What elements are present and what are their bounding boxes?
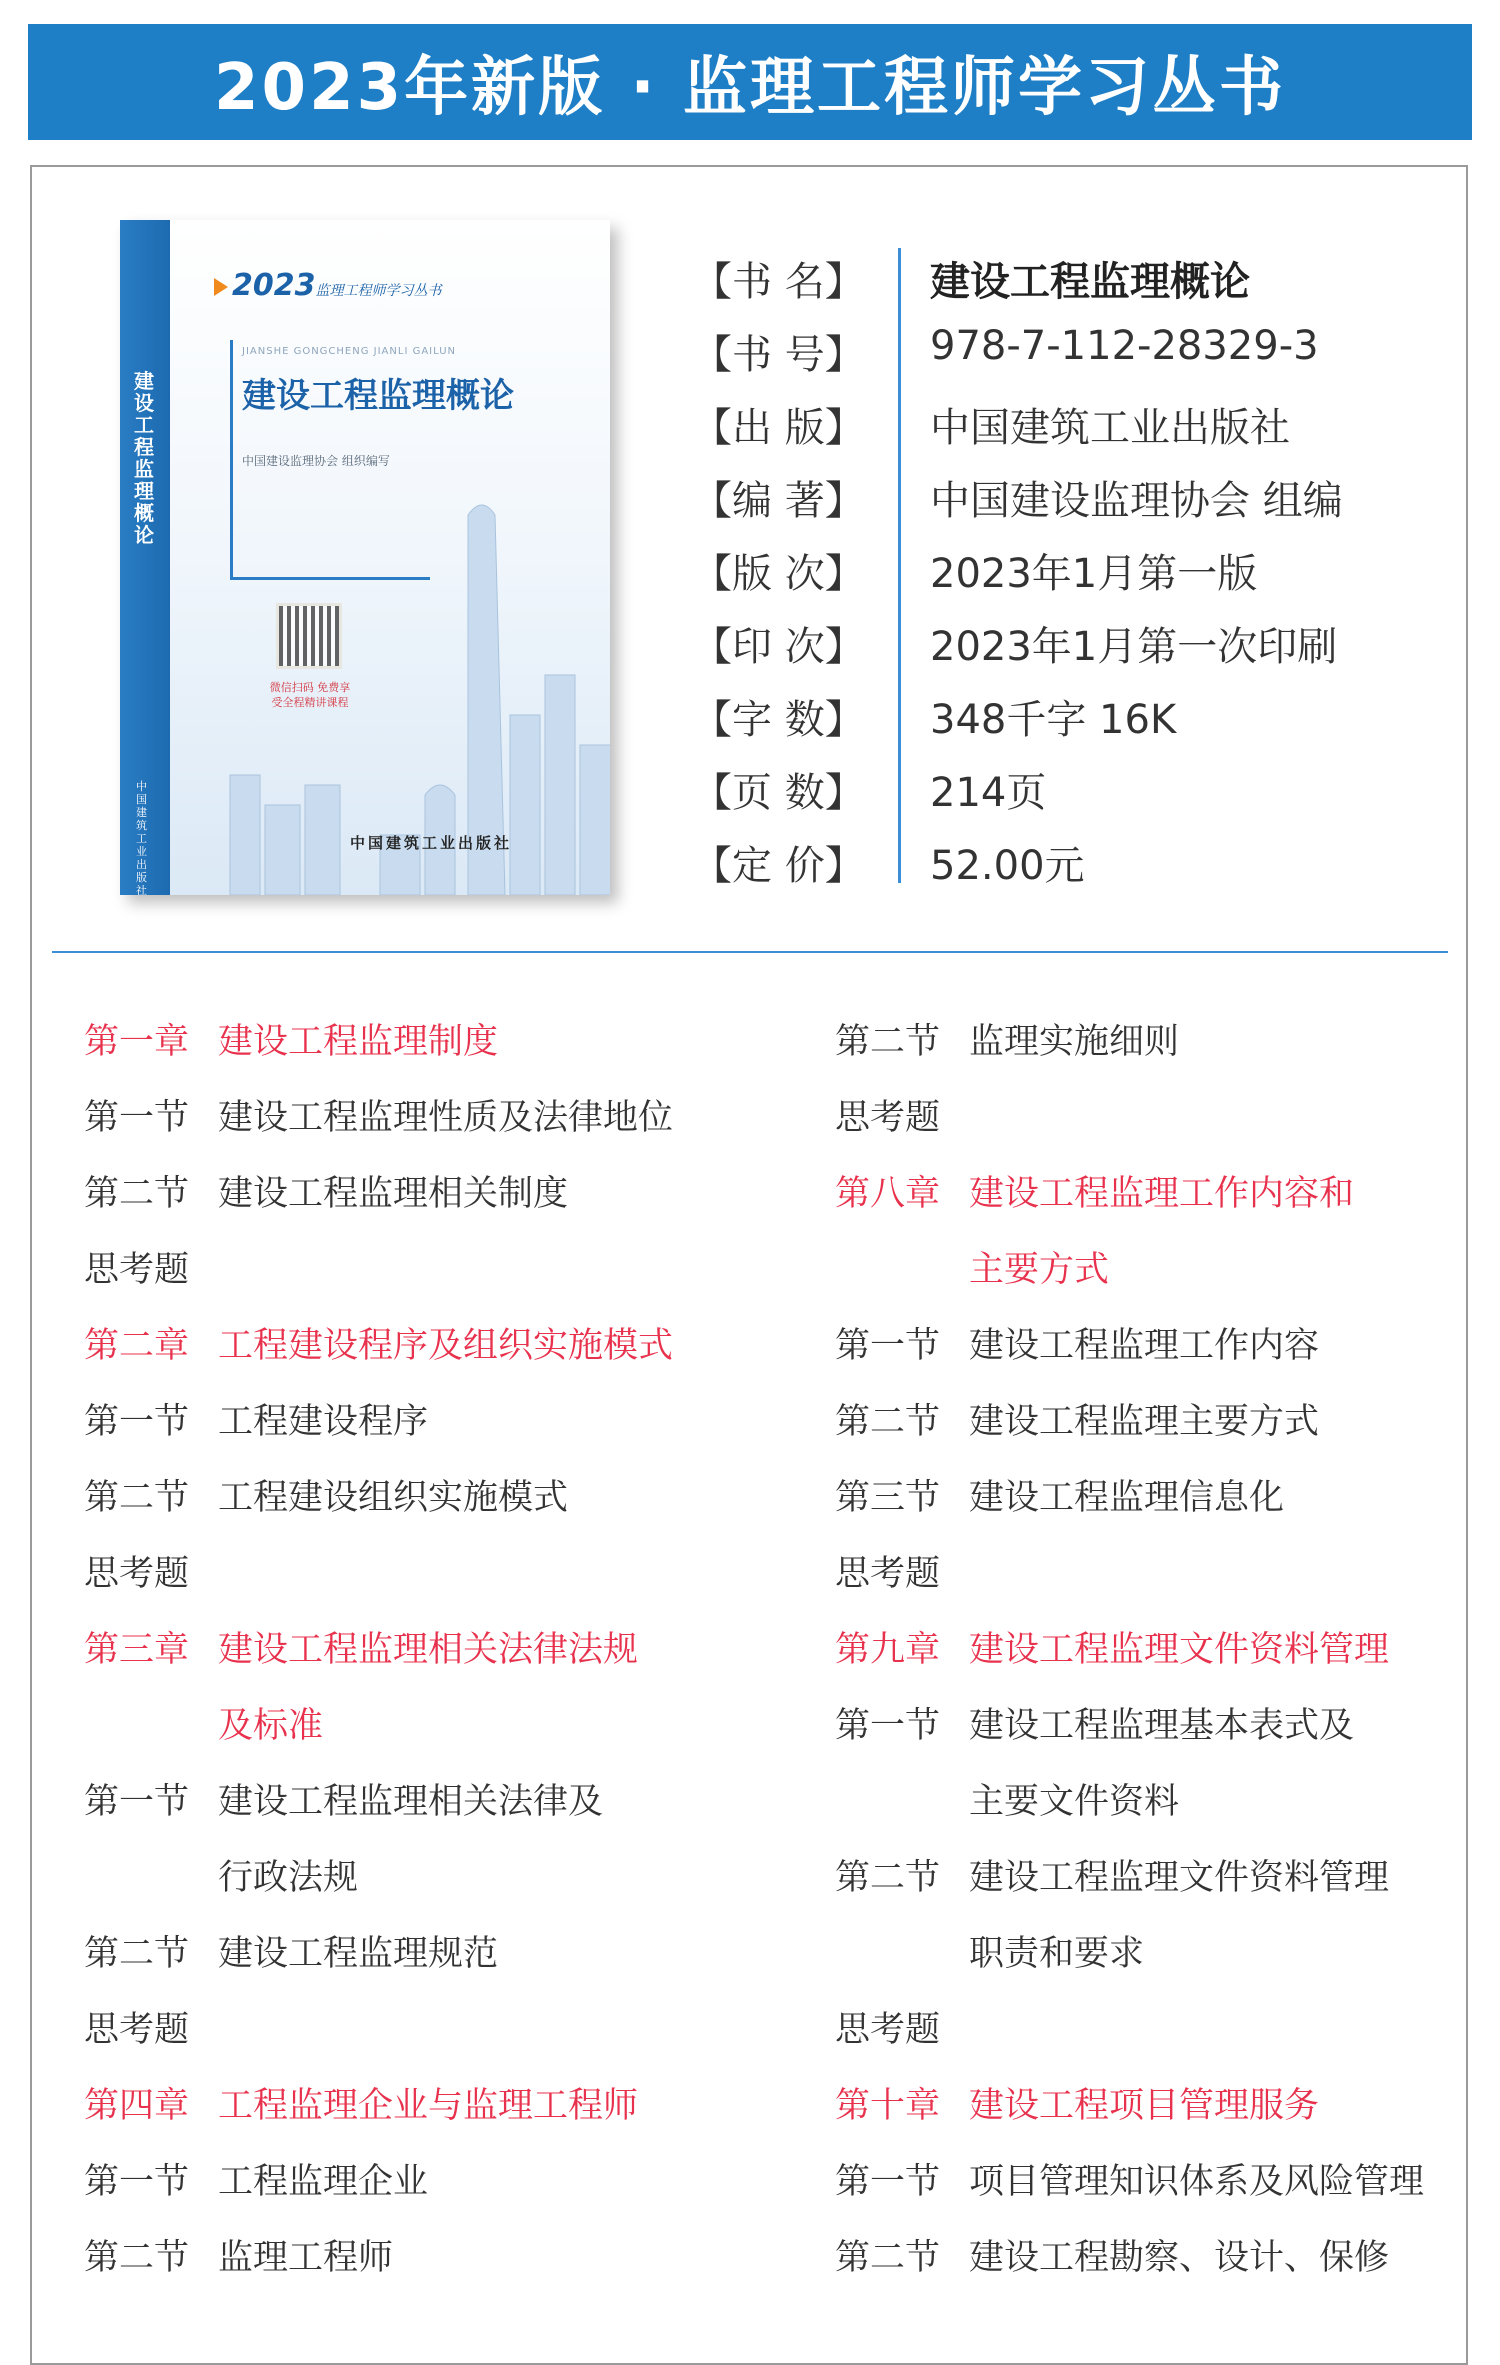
toc-entry (84, 2222, 784, 2298)
toc-number: 思考题 (835, 1554, 941, 1594)
book-cover-image (120, 220, 610, 895)
info-value: 建设工程监理概论 (930, 259, 1250, 305)
toc-entry (84, 1462, 784, 1538)
info-label: 【印 次】 (692, 624, 865, 670)
toc-title: 及标准 (218, 1706, 324, 1746)
toc-title: 项目管理知识体系及风险管理 (969, 2162, 1425, 2202)
toc-title: 行政法规 (218, 1858, 359, 1898)
toc-number: 思考题 (84, 2010, 190, 2050)
toc-entry (84, 2146, 784, 2222)
toc-chapter (835, 2070, 1500, 2146)
toc-number: 第一节 (84, 1782, 190, 1822)
toc-column-right (835, 1006, 1500, 2298)
toc-chapter (84, 1690, 784, 1766)
toc-number: 第二节 (835, 1402, 941, 1442)
toc-title: 主要方式 (969, 1250, 1110, 1290)
toc-title: 建设工程监理工作内容和 (969, 1174, 1355, 1214)
info-label: 【书 名】 (692, 259, 865, 305)
toc-title: 建设工程监理制度 (218, 1022, 499, 1062)
toc-title: 监理工程师 (218, 2238, 394, 2278)
toc-entry (835, 1766, 1500, 1842)
toc-title: 建设工程勘察、设计、保修 (969, 2238, 1390, 2278)
banner-title: 2023年新版 · 监理工程师学习丛书 (214, 51, 1286, 125)
toc-entry (84, 1918, 784, 1994)
toc-number: 第二节 (84, 2238, 190, 2278)
spine-publisher: 中国建筑工业出版社 (136, 780, 147, 895)
toc-entry (84, 1766, 784, 1842)
toc-number: 第一章 (84, 1022, 190, 1062)
toc-entry (835, 1842, 1500, 1918)
toc-entry (835, 2222, 1500, 2298)
toc-title: 建设工程监理文件资料管理 (969, 1630, 1390, 1670)
toc-entry (84, 1538, 784, 1614)
toc-chapter (835, 1158, 1500, 1234)
toc-number: 第一节 (84, 2162, 190, 2202)
info-value: 348千字 16K (930, 697, 1177, 743)
toc-title: 工程监理企业 (218, 2162, 429, 2202)
toc-chapter (84, 1310, 784, 1386)
toc-entry (84, 1842, 784, 1918)
spine-title: 建设工程监理概论 (134, 369, 154, 547)
toc-title: 建设工程监理相关法律法规 (218, 1630, 639, 1670)
toc-title: 工程建设程序 (218, 1402, 429, 1442)
toc-chapter (835, 1234, 1500, 1310)
toc-title: 工程建设程序及组织实施模式 (218, 1326, 674, 1366)
info-label: 【出 版】 (692, 405, 865, 451)
toc-title: 建设工程监理工作内容 (969, 1326, 1320, 1366)
info-value: 中国建设监理协会 组编 (930, 478, 1343, 524)
toc-number: 第四章 (84, 2086, 190, 2126)
toc-title: 建设工程监理文件资料管理 (969, 1858, 1390, 1898)
toc-entry (835, 1690, 1500, 1766)
toc-entry (835, 1918, 1500, 1994)
toc-title: 工程建设组织实施模式 (218, 1478, 569, 1518)
info-label: 【编 著】 (692, 478, 865, 524)
toc-number: 第一节 (84, 1402, 190, 1442)
toc-number: 第三节 (835, 1478, 941, 1518)
toc-title: 主要文件资料 (969, 1782, 1180, 1822)
toc-title: 职责和要求 (969, 1934, 1145, 1974)
toc-number: 第一节 (835, 2162, 941, 2202)
toc-chapter (84, 1006, 784, 1082)
toc-number: 第一节 (835, 1326, 941, 1366)
toc-column-left (84, 1006, 784, 2298)
toc-title: 建设工程监理相关制度 (218, 1174, 569, 1214)
toc-number: 第一节 (84, 1098, 190, 1138)
toc-number: 第二章 (84, 1326, 190, 1366)
info-value: 52.00元 (930, 843, 1085, 889)
info-value: 2023年1月第一次印刷 (930, 624, 1338, 670)
toc-number: 思考题 (835, 1098, 941, 1138)
toc-number: 第八章 (835, 1174, 941, 1214)
info-label: 【定 价】 (692, 843, 865, 889)
cover-pinyin: JIANSHE GONGCHENG JIANLI GAILUN (242, 346, 456, 357)
toc-title: 建设工程监理主要方式 (969, 1402, 1320, 1442)
toc-title: 监理实施细则 (969, 1022, 1180, 1062)
toc-number: 第二节 (835, 2238, 941, 2278)
info-divider (898, 248, 901, 883)
toc-number: 思考题 (835, 2010, 941, 2050)
toc-number: 第二节 (84, 1478, 190, 1518)
info-value: 978-7-112-28329-3 (930, 323, 1319, 369)
info-label: 【页 数】 (692, 770, 865, 816)
cover-author: 中国建设监理协会 组织编写 (242, 454, 390, 468)
toc-chapter (835, 1614, 1500, 1690)
book-spine (120, 220, 170, 895)
toc-title: 工程监理企业与监理工程师 (218, 2086, 639, 2126)
toc-entry (835, 1538, 1500, 1614)
toc-entry (84, 1158, 784, 1234)
toc-number: 第九章 (835, 1630, 941, 1670)
cover-front (170, 220, 610, 895)
toc-entry (835, 1462, 1500, 1538)
qr-caption: 微信扫码 免费享受全程精讲课程 (269, 681, 351, 709)
toc-entry (835, 1386, 1500, 1462)
toc-chapter (84, 1614, 784, 1690)
toc-entry (84, 1994, 784, 2070)
toc-title: 建设工程项目管理服务 (969, 2086, 1320, 2126)
triangle-icon (214, 278, 228, 296)
cover-series: 2023监理工程师学习丛书 (232, 268, 442, 303)
toc-title: 建设工程监理基本表式及 (969, 1706, 1355, 1746)
toc-entry (835, 1994, 1500, 2070)
info-value: 2023年1月第一版 (930, 551, 1258, 597)
toc-title: 建设工程监理相关法律及 (218, 1782, 604, 1822)
toc-entry (835, 1082, 1500, 1158)
toc-title: 建设工程监理性质及法律地位 (218, 1098, 674, 1138)
cover-title: 建设工程监理概论 (242, 376, 514, 416)
toc-entry (835, 2146, 1500, 2222)
toc-chapter (84, 2070, 784, 2146)
toc-number: 第一节 (835, 1706, 941, 1746)
info-value: 214页 (930, 770, 1047, 816)
toc-number: 思考题 (84, 1554, 190, 1594)
toc-title: 建设工程监理信息化 (969, 1478, 1285, 1518)
info-label: 【书 号】 (692, 332, 865, 378)
toc-number: 第三章 (84, 1630, 190, 1670)
info-label: 【版 次】 (692, 551, 865, 597)
header-banner (28, 24, 1472, 140)
toc-entry (835, 1006, 1500, 1082)
toc-number: 第二节 (84, 1934, 190, 1974)
toc-entry (835, 1310, 1500, 1386)
toc-entry (84, 1386, 784, 1462)
toc-number: 第二节 (835, 1858, 941, 1898)
toc-number: 第二节 (835, 1022, 941, 1062)
toc-title: 建设工程监理规范 (218, 1934, 499, 1974)
info-label: 【字 数】 (692, 697, 865, 743)
toc-entry (84, 1234, 784, 1310)
toc-number: 第十章 (835, 2086, 941, 2126)
cover-publisher: 中国建筑工业出版社 (350, 834, 513, 852)
toc-number: 第二节 (84, 1174, 190, 1214)
section-divider (52, 951, 1448, 953)
info-value: 中国建筑工业出版社 (930, 405, 1290, 451)
toc-entry (84, 1082, 784, 1158)
toc-number: 思考题 (84, 1250, 190, 1290)
